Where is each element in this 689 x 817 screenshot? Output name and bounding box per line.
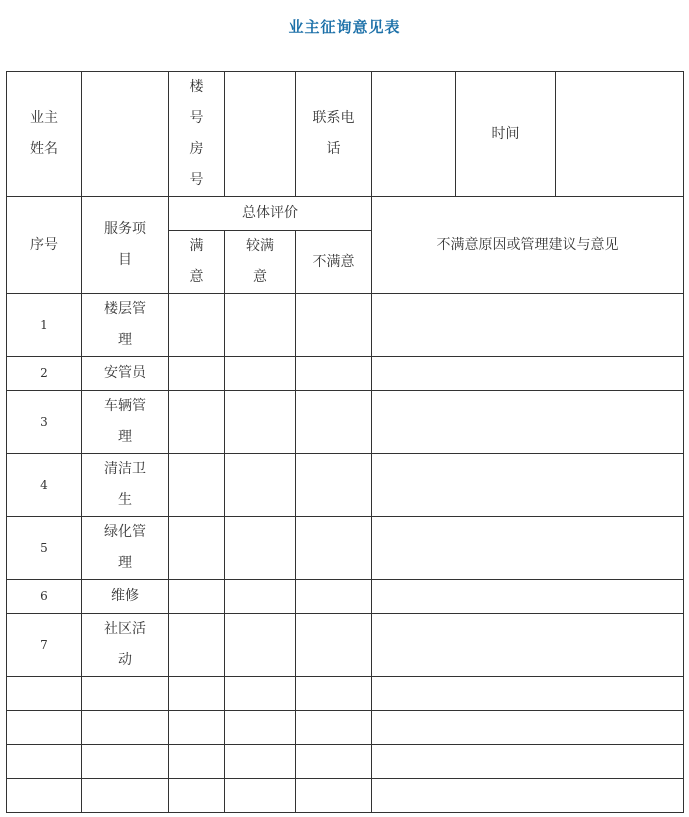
empty-cell[interactable]: [372, 677, 684, 711]
empty-cell[interactable]: [296, 745, 372, 779]
unsatisfied-cell[interactable]: [296, 391, 372, 454]
building-room-label: 楼号房号: [169, 72, 225, 197]
row-item: 维修: [82, 580, 169, 614]
row-item: 安管员: [82, 357, 169, 391]
satisfied-header: 满意: [169, 231, 225, 294]
satisfied-cell[interactable]: [169, 454, 225, 517]
overall-eval-header: 总体评价: [169, 197, 372, 231]
column-header-row-1: [7, 197, 684, 231]
satisfied-cell[interactable]: [169, 294, 225, 357]
reason-cell[interactable]: [372, 294, 684, 357]
page-title: 业主征询意见表: [288, 18, 401, 36]
row-item: 楼层管理: [82, 294, 169, 357]
owner-name-label: 业主姓名: [7, 72, 82, 197]
fairly-satisfied-cell[interactable]: [225, 294, 296, 357]
unsatisfied-cell[interactable]: [296, 454, 372, 517]
empty-cell[interactable]: [169, 711, 225, 745]
empty-cell[interactable]: [82, 677, 169, 711]
owner-name-field[interactable]: [82, 72, 169, 197]
satisfied-cell[interactable]: [169, 580, 225, 614]
reason-cell[interactable]: [372, 580, 684, 614]
row-seq: 5: [7, 517, 82, 580]
unsatisfied-cell[interactable]: [296, 614, 372, 677]
empty-cell[interactable]: [82, 745, 169, 779]
table-row: [7, 580, 684, 614]
table-row: [7, 517, 684, 580]
contact-phone-field[interactable]: [372, 72, 456, 197]
reason-cell[interactable]: [372, 391, 684, 454]
empty-cell[interactable]: [225, 677, 296, 711]
empty-cell[interactable]: [7, 711, 82, 745]
row-seq: 6: [7, 580, 82, 614]
empty-cell[interactable]: [296, 677, 372, 711]
survey-form-table: [6, 71, 684, 813]
fairly-satisfied-cell[interactable]: [225, 357, 296, 391]
empty-row: [7, 745, 684, 779]
unsatisfied-cell[interactable]: [296, 357, 372, 391]
fairly-satisfied-cell[interactable]: [225, 517, 296, 580]
row-item: 清洁卫生: [82, 454, 169, 517]
satisfied-cell[interactable]: [169, 391, 225, 454]
table-row: [7, 391, 684, 454]
row-item: 绿化管理: [82, 517, 169, 580]
satisfied-cell[interactable]: [169, 517, 225, 580]
time-field[interactable]: [556, 72, 684, 197]
table-row: [7, 614, 684, 677]
table-row: [7, 294, 684, 357]
fairly-satisfied-cell[interactable]: [225, 454, 296, 517]
time-label: 时间: [456, 72, 556, 197]
empty-row: [7, 779, 684, 813]
empty-cell[interactable]: [372, 779, 684, 813]
unsatisfied-cell[interactable]: [296, 517, 372, 580]
empty-cell[interactable]: [7, 677, 82, 711]
fairly-satisfied-cell[interactable]: [225, 580, 296, 614]
empty-cell[interactable]: [82, 711, 169, 745]
fairly-satisfied-header: 较满意: [225, 231, 296, 294]
row-seq: 2: [7, 357, 82, 391]
fairly-satisfied-cell[interactable]: [225, 391, 296, 454]
row-seq: 3: [7, 391, 82, 454]
building-room-field[interactable]: [225, 72, 296, 197]
row-item: 车辆管理: [82, 391, 169, 454]
reason-cell[interactable]: [372, 454, 684, 517]
empty-cell[interactable]: [82, 779, 169, 813]
satisfied-cell[interactable]: [169, 357, 225, 391]
row-seq: 1: [7, 294, 82, 357]
empty-cell[interactable]: [296, 779, 372, 813]
empty-cell[interactable]: [7, 779, 82, 813]
empty-cell[interactable]: [296, 711, 372, 745]
empty-row: [7, 711, 684, 745]
unsatisfied-cell[interactable]: [296, 294, 372, 357]
reason-header: 不满意原因或管理建议与意见: [372, 197, 684, 294]
unsatisfied-cell[interactable]: [296, 580, 372, 614]
empty-cell[interactable]: [169, 677, 225, 711]
fairly-satisfied-cell[interactable]: [225, 614, 296, 677]
unsatisfied-header: 不满意: [296, 231, 372, 294]
empty-cell[interactable]: [225, 711, 296, 745]
seq-header: 序号: [7, 197, 82, 294]
empty-cell[interactable]: [225, 779, 296, 813]
row-item: 社区活动: [82, 614, 169, 677]
empty-cell[interactable]: [372, 711, 684, 745]
reason-cell[interactable]: [372, 517, 684, 580]
service-item-header: 服务项目: [82, 197, 169, 294]
empty-cell[interactable]: [169, 745, 225, 779]
contact-phone-label: 联系电话: [296, 72, 372, 197]
reason-cell[interactable]: [372, 614, 684, 677]
row-seq: 7: [7, 614, 82, 677]
row-seq: 4: [7, 454, 82, 517]
empty-cell[interactable]: [225, 745, 296, 779]
empty-cell[interactable]: [7, 745, 82, 779]
empty-row: [7, 677, 684, 711]
reason-cell[interactable]: [372, 357, 684, 391]
empty-cell[interactable]: [372, 745, 684, 779]
empty-cell[interactable]: [169, 779, 225, 813]
table-row: [7, 454, 684, 517]
table-row: [7, 357, 684, 391]
header-row: [7, 72, 684, 197]
satisfied-cell[interactable]: [169, 614, 225, 677]
